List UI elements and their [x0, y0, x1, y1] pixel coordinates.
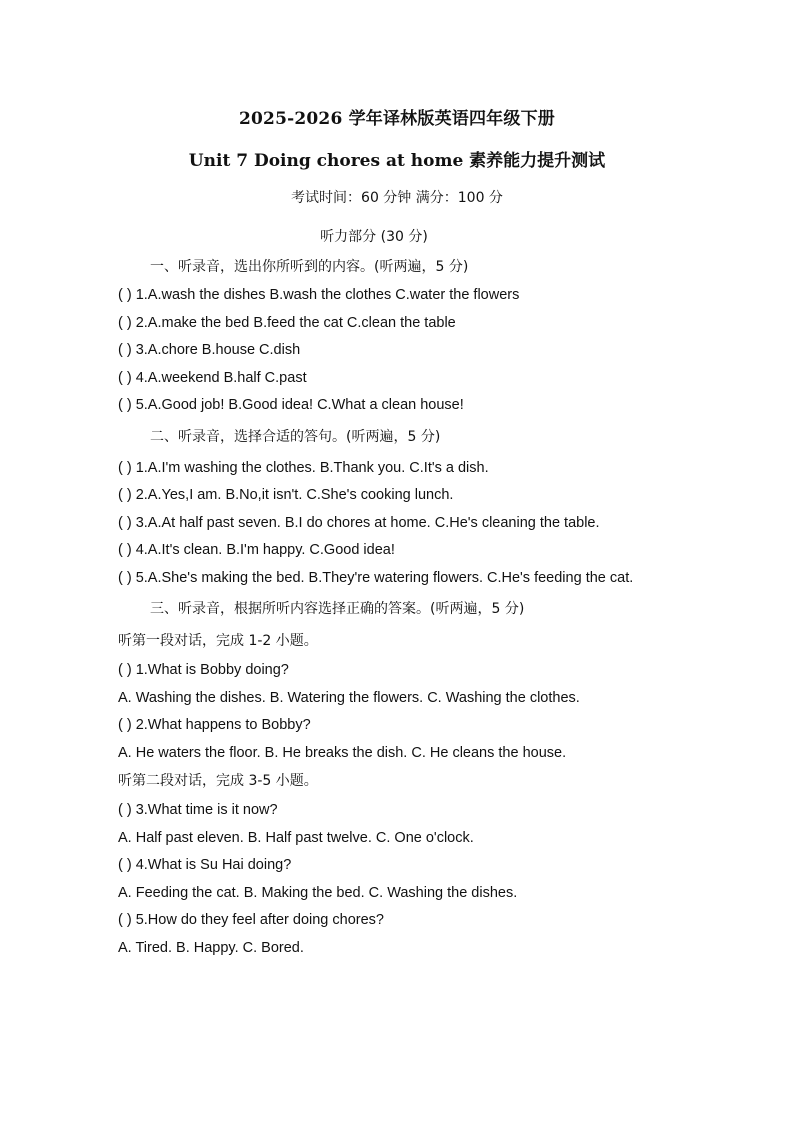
question-item: ( ) 3.A.chore B.house C.dish: [118, 342, 301, 358]
answer-options: A. Half past eleven. B. Half past twelve. C. One o'clock.: [118, 829, 474, 846]
question-item: ( ) 4.A.It's clean. B.I'm happy. C.Good idea!: [118, 542, 395, 558]
section-3-heading: 三、听录音，根据所听内容选择正确的答案。(听两遍，5 分): [150, 601, 525, 617]
question-item: ( ) 5.A.She's making the bed. B.They're watering flowers. C.He's feeding the cat.: [118, 569, 634, 586]
question-item: ( ) 4.A.weekend B.half C.past: [118, 369, 307, 386]
part-title: 听力部分 (30 分): [320, 229, 428, 245]
question-item: ( ) 5.How do they feel after doing chores?: [118, 912, 384, 928]
question-item: ( ) 3.A.At half past seven. B.I do chores at home. C.He's cleaning the table.: [118, 514, 600, 531]
question-item: ( ) 4.What is Su Hai doing?: [118, 857, 292, 873]
question-item: ( ) 2.A.make the bed B.feed the cat C.clean the table: [118, 314, 456, 331]
answer-options: A. He waters the floor. B. He breaks the dish. C. He cleans the house.: [118, 744, 567, 761]
exam-info: 考试时间：60 分钟 满分：100 分: [291, 190, 503, 206]
document-title: 2025-2026 学年译林版英语四年级下册: [238, 109, 555, 129]
section-2-heading: 二、听录音，选择合适的答句。(听两遍，5 分): [150, 428, 441, 445]
question-item: ( ) 2.A.Yes,I am. B.No,it isn't. C.She's cooking lunch.: [118, 487, 454, 503]
question-item: ( ) 5.A.Good job! B.Good idea! C.What a clean house!: [118, 397, 464, 413]
question-item: ( ) 3.What time is it now?: [118, 802, 278, 818]
document-subtitle: Unit 7 Doing chores at home 素养能力提升测试: [188, 151, 606, 171]
question-item: ( ) 2.What happens to Bobby?: [118, 717, 311, 733]
dialog-2-intro: 听第二段对话，完成 3-5 小题。: [118, 773, 318, 789]
answer-options: A. Tired. B. Happy. C. Bored.: [118, 939, 304, 956]
dialog-1-intro: 听第一段对话，完成 1-2 小题。: [118, 633, 318, 649]
question-item: ( ) 1.A.I'm washing the clothes. B.Thank you. C.It's a dish.: [118, 459, 489, 476]
question-item: ( ) 1.A.wash the dishes B.wash the clothes C.water the flowers: [118, 287, 520, 303]
section-1-heading: 一、听录音，选出你所听到的内容。(听两遍，5 分): [150, 259, 469, 275]
answer-options: A. Feeding the cat. B. Making the bed. C. Washing the dishes.: [118, 884, 518, 901]
answer-options: A. Washing the dishes. B. Watering the flowers. C. Washing the clothes.: [118, 689, 580, 706]
question-item: ( ) 1.What is Bobby doing?: [118, 662, 289, 678]
question-content: [118, 254, 678, 962]
